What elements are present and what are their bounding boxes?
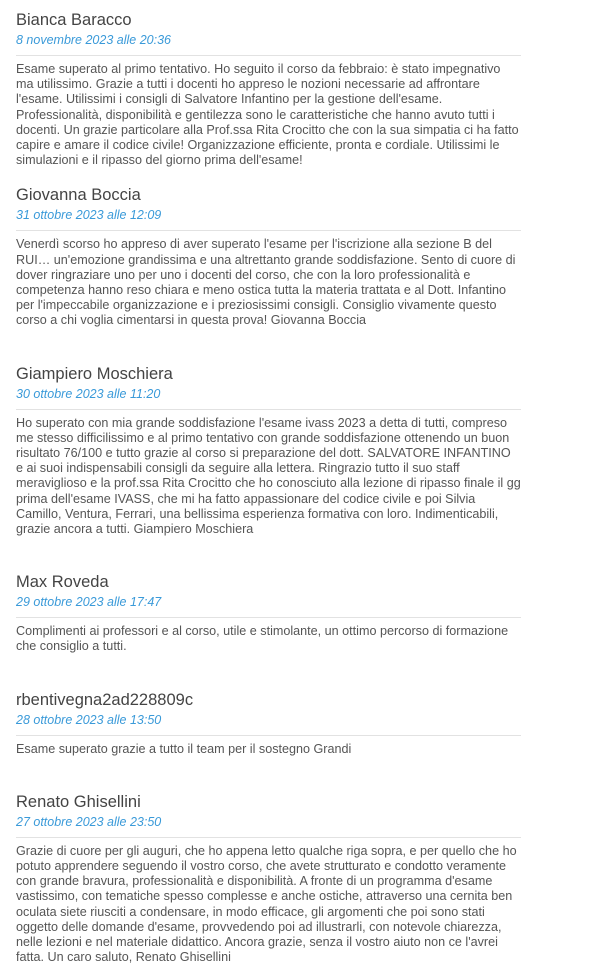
review-text: Complimenti ai professori e al corso, utile e stimolante, un ottimo percorso di formazione che consiglio a tutti. bbox=[16, 624, 509, 654]
review-author: Bianca Baracco bbox=[16, 11, 132, 29]
divider bbox=[16, 55, 521, 56]
review-date: 28 ottobre 2023 alle 13:50 bbox=[16, 712, 162, 727]
divider bbox=[16, 230, 521, 231]
review-author: Max Roveda bbox=[16, 573, 109, 592]
review-item bbox=[16, 571, 521, 654]
review-author: Renato Ghisellini bbox=[16, 792, 141, 811]
divider bbox=[16, 617, 521, 618]
review-item bbox=[16, 791, 521, 966]
review-item bbox=[16, 363, 521, 538]
review-date: 31 ottobre 2023 alle 12:09 bbox=[16, 208, 162, 223]
review-item bbox=[16, 689, 521, 757]
review-date: 8 novembre 2023 alle 20:36 bbox=[16, 33, 171, 47]
review-text: Grazie di cuore per gli auguri, che ho appena letto qualche riga sopra, e per quello che ho potuto apprendere seguendo il vostro corso, che avete strutturato e condotto veramente con grande bravura, professionalità e disponibilità. A fronte di un programma d'esame vastissimo, con tematiche spesso complesse e anche ostiche, attraverso una cernita ben oculata siete riusciti a condensare, in modo efficace, gli argomenti che poi sono stati oggetto delle domande d'esame, provvedendo poi ad illustrarli, con notevole chiarezza, nelle lezioni e nel materiale didattico. Ancora grazie, senza il vostro aiuto non ce l'avrei fatta. Un caro saluto, Renato Ghisellini bbox=[16, 843, 517, 965]
review-author: Giampiero Moschiera bbox=[16, 364, 173, 383]
review-date: 29 ottobre 2023 alle 17:47 bbox=[16, 595, 162, 610]
divider bbox=[16, 735, 521, 736]
review-date: 27 ottobre 2023 alle 23:50 bbox=[16, 814, 162, 829]
review-text: Esame superato al primo tentativo. Ho seguito il corso da febbraio: è stato impegnativo ma utilissimo. Grazie a tutti i docenti ho appreso le nozioni necessarie ad affrontare l'esame. Utilissimi i consigli di Salvatore Infantino per la gestione dell'esame. Professionalità, disponibilità e gentilezza sono le caratteristiche che hanno avuto tutti i docenti. Un grazie particolare alla Prof.ssa Rita Crocitto che con la sua simpatia ci ha fatto capire e amare il codice civile! Organizzazione efficiente, pronta e cordiale. Utilissimi le simulazioni e il ripasso del giorno prima dell'esame! bbox=[16, 62, 519, 168]
divider bbox=[16, 409, 521, 410]
review-date: 30 ottobre 2023 alle 11:20 bbox=[16, 386, 161, 401]
review-text: Esame superato grazie a tutto il team per il sostegno Grandi bbox=[16, 741, 352, 756]
review-item bbox=[16, 184, 521, 328]
review-item bbox=[16, 9, 521, 168]
divider bbox=[16, 837, 521, 838]
review-author: Giovanna Boccia bbox=[16, 186, 141, 205]
review-author: rbentivegna2ad228809c bbox=[16, 690, 194, 709]
review-text: Ho superato con mia grande soddisfazione l'esame ivass 2023 a detta di tutti, compreso me stesso difficilissimo e al primo tentativo con grande soddisfazione ottenendo un buon risultato 76/100 e tutto grazie al corso si preparazione del dott. SALVATORE INFANTINO e ai suoi indispensabili consigli da seguire alla lettera. Ringrazio tutto il suo staff meraviglioso e la prof.ssa Rita Crocitto che ho conosciuto alla lezione di ripasso finale il gg prima dell'esame IVASS, che mi ha fatto appassionare del codice civile e poi Silvia Camillo, Ventura, Ferrari, una bellissima esperienza formativa con loro. Indimenticabili, grazie ancora a tutti. Giampiero Moschiera bbox=[16, 415, 521, 537]
review-text: Venerdì scorso ho appreso di aver superato l'esame per l'iscrizione alla sezione B del RUI… un'emozione grandissima e una altrettanto grande soddisfazione. Sento di cuore di dover ringraziare uno per uno i docenti del corso, che con la loro professionalità e competenza hanno reso chiara e meno ostica tutta la materia trattata e al Dott. Infantino per l'impeccabile organizzazione e i preziosissimi consigli. Consiglio vivamente questo corso a chi voglia cimentarsi in questa prova! Giovanna Boccia bbox=[16, 237, 516, 328]
